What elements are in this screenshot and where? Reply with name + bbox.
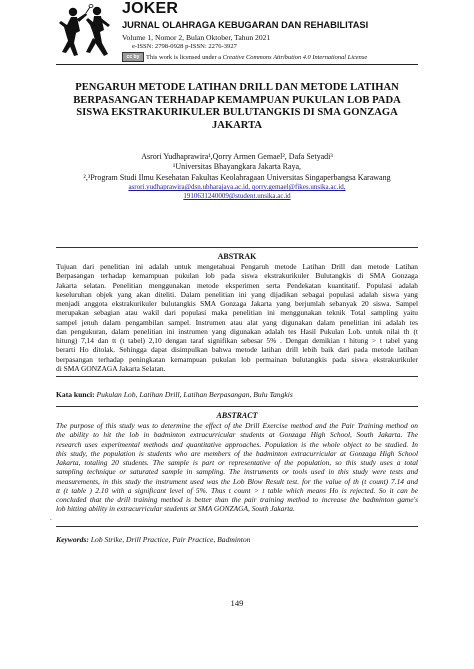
abstract-line: research uses experimental methods and quantitative approaches. Population is the whole object to be studied. In — [56, 439, 418, 449]
license-prefix: This work is licensed under a — [146, 53, 223, 61]
abstrak-top-rule — [56, 247, 418, 248]
issn-info: e-ISSN: 2798-0928 p-ISSN: 2276-3927 — [132, 43, 237, 50]
abstract-line: tt (t table ) 2.10 with a significant level of 5%. Thus t count > t table which means Ho is rejected. So it can be — [56, 485, 418, 495]
email-link[interactable]: asrori.yudhaprawira@dsn.ubharajaya.ac.id, qorry.gemael@fikes.unsika.ac.id, — [128, 183, 346, 192]
abstract-line: lob hitting ability in extracurricular students at SMA GONZAGA, South Jakarta. — [56, 504, 295, 514]
title-line: PENGARUH METODE LATIHAN DRILL DAN METODE LATIHAN — [75, 82, 399, 93]
keywords — [56, 535, 418, 544]
journal-name: JOKER — [122, 0, 179, 17]
email-link[interactable]: 1910631240009@student.unsika.ac.id — [183, 192, 291, 201]
kata-kunci — [56, 390, 418, 399]
abstrak-line: di SMA GONZAGA Jakarta Selatan. — [56, 363, 166, 373]
abstract-line: Jakarta, totaling 20 students. The sample is part or representative of the population, so this study uses a total — [56, 458, 418, 467]
license-row — [122, 52, 367, 62]
abstract-top-rule — [56, 406, 418, 407]
title-line: BERPASANGAN TERHADAP KEMAMPUAN PUKULAN LOB PADA — [73, 94, 401, 106]
keywords-value: Lob Strike, Drill Practice, Pair Practice, Badminton — [88, 535, 251, 544]
abstract-line: this study, the population is students who are members of the badminton extracurricular at Gonzaga High School — [56, 448, 418, 458]
abstract-body — [56, 421, 418, 514]
abstrak-line: sampel jenuh dalam pengambilan sampel. Instrumen atau alat yang digunakan dalam penelitian ini adalah tes — [56, 317, 418, 327]
abstrak-line: dan pengukuran, dalam penelitian ini instrumen yang digunakan adalah tes Hasil Pukulan Lob. untuk nilai th (t — [56, 326, 418, 336]
license-text — [146, 54, 367, 61]
abstrak-line: keseluruhan objek yang akan diteliti. Dalam penelitian ini yang dijadikan sebagai populasi adalah siswa yang — [56, 289, 418, 299]
keywords-label: Keywords: — [56, 535, 89, 544]
issue-info: Volume 1, Nomor 2, Bulan Oktober, Tahun 2021 — [122, 33, 271, 42]
abstrak-heading: ABSTRAK — [217, 252, 257, 261]
page-number: 149 — [230, 598, 244, 608]
journal-logo-icon — [56, 3, 114, 61]
article-title — [56, 82, 418, 132]
header-divider — [56, 64, 418, 65]
creative-commons-icon: cc by — [122, 52, 144, 62]
kata-kunci-value: Pukulan Lob, Latihan Drill, Latihan Berpasangan, Bulu Tangkis — [94, 390, 293, 399]
abstrak-line: Berpasangan terhadap kemampuan pukulan lob pada siswa ekstrakurikuler Bulutangkis di SMA Gonzaga — [56, 271, 418, 281]
abstrak-line: hitung) 7,14 dan tt (t tabel) 2,10 dengan taraf signifikan sebesar 5% . Dengan demikian t hitung > t tabel yang — [56, 336, 418, 345]
abstrak-body — [56, 262, 418, 373]
abstrak-line: merupakan sebagian atau wakil dari populasi maka penelitian ini menggunakan teknik Total sampling yaitu — [56, 308, 418, 318]
abstract-line: The purpose of this study was to determine the effect of the Drill Exercise method and the Pair Training method on — [56, 421, 418, 430]
author-emails — [56, 183, 418, 201]
stray-dot: . — [50, 514, 52, 522]
abstract-line: sampling technique or saturated sample in sampling. The instruments or tools used in this study were tests and — [56, 467, 418, 477]
title-line: SISWA EKSTRAKURIKULER BULUTANGKIS DI SMA GONZAGA — [76, 107, 398, 119]
affiliation-2: ²,³Program Studi Ilmu Kesehatan Fakultas Keolahragaan Universitas Singaperbangsa Karawang — [83, 172, 391, 182]
abstrak-line: Jakarta selatan. Penelitian menggunakan metode eksperimen serta Pendekatan kuantitatif. Populasi adalah — [56, 280, 418, 290]
kata-kunci-label: Kata kunci: — [56, 390, 95, 399]
title-line: JAKARTA — [211, 119, 263, 131]
abstrak-line: berarti Ho ditolak. Sehingga dapat disimpulkan bahwa metode latihan drill lebih baik dari pada metode latihan — [56, 345, 418, 355]
abstract-line: concluded that the drill training method is better than the pair training method to increase the badminton game's — [56, 495, 418, 504]
affiliation-1: ¹Universitas Bhayangkara Jakarta Raya, — [172, 162, 302, 172]
license-link[interactable]: Creative Commons Attribution 4.0 International License — [222, 53, 368, 61]
journal-subtitle: JURNAL OLAHRAGA KEBUGARAN DAN REHABILITASI — [122, 20, 369, 30]
abstrak-line: menjadi anggota ekstrakurikuler bulutangkis SMA Gonzaga Jakarta yang berjumlah sebanyak 20 siswa. Sampel — [56, 299, 418, 308]
abstrak-line: berpasangan terhadap peningkatan kemampuan pukulan lob permainan bulutangkis pada siswa ekstrakurikuler — [56, 354, 418, 364]
abstract-line: the ability to hit the lob in badminton extracurricular students at Gonzaga High School, South Jakarta. The — [56, 430, 418, 440]
abstract-bottom-rule — [56, 526, 418, 527]
abstract-heading: ABSTRACT — [216, 411, 258, 420]
abstrak-bottom-rule — [56, 376, 418, 377]
author-block — [56, 152, 418, 201]
author-names: Asrori Yudhaprawira¹,Qorry Armen Gemael², Dafa Setyadi³ — [141, 152, 333, 161]
abstract-line: measurements, in this study the instrument used was the Lob Blow Result test. for the value of th (t count) 7.14 and — [56, 476, 418, 486]
abstrak-line: Tujuan dari penelitian ini adalah untuk mengetahuai Pengaruh metode Latihan Drill dan metode Latihan — [56, 262, 418, 271]
